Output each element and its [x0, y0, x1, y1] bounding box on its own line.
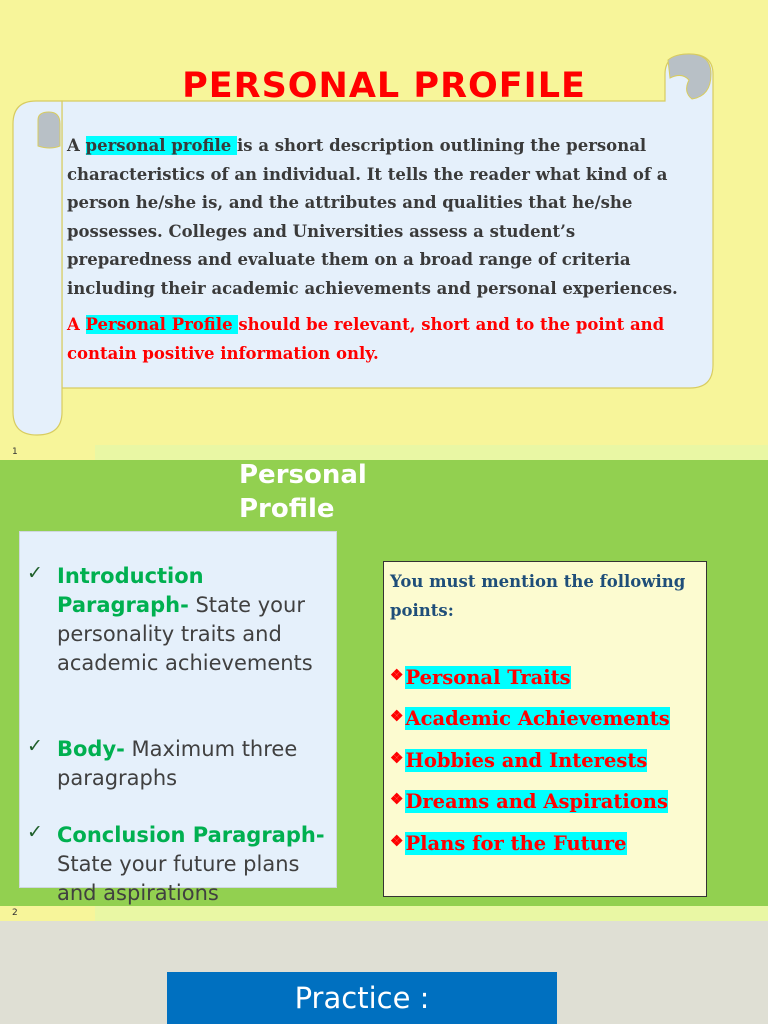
list-item: ❖ Dreams and Aspirations — [390, 790, 668, 813]
list-item: ❖ Personal Traits — [390, 666, 571, 689]
practice-banner — [167, 972, 557, 1024]
list-item: ❖ Academic Achievements — [390, 707, 670, 730]
list-item: ✓ Conclusion Paragraph- State your future plans and aspirations — [27, 821, 325, 905]
page-number: 1 — [0, 445, 95, 460]
slide-separator — [0, 906, 768, 921]
page-number: 2 — [0, 906, 95, 921]
slide-2 — [0, 460, 768, 906]
list-item: ❖ Plans for the Future — [390, 832, 627, 855]
list-item: ✓ Introduction Paragraph- State your personality traits and academic achievements — [27, 562, 313, 675]
scroll-text — [67, 132, 692, 368]
diamond-bullet-icon: ❖ — [390, 832, 404, 850]
diamond-bullet-icon: ❖ — [390, 749, 404, 767]
list-item: ❖ Hobbies and Interests — [390, 749, 648, 772]
highlighted-term: Personal Profile — [85, 315, 239, 334]
guideline-paragraph: A Personal Profile should be relevant, short and to the point and contain positive information only. — [67, 315, 665, 363]
points-box — [383, 561, 707, 897]
checkmark-icon: ✓ — [27, 735, 43, 757]
diamond-bullet-icon: ❖ — [390, 707, 404, 725]
checkmark-icon: ✓ — [27, 562, 43, 584]
slide-3 — [0, 921, 768, 1024]
highlighted-term: personal profile — [85, 136, 238, 155]
diamond-bullet-icon: ❖ — [390, 666, 404, 684]
slide-1 — [0, 0, 768, 445]
practice-title: Practice : — [294, 981, 430, 1015]
points-intro: You must mention the following points: — [390, 572, 686, 620]
definition-paragraph: A personal profile is a short description outlining the personal characteristics of an individual. It tells the reader what kind of a person he/she is, and the attributes and qualities that he/she possesses. Colleges and Universities assess a student’s preparedness and evaluate them on a broad range of criteria including their academic achievements and personal experiences. — [67, 136, 678, 298]
checkmark-icon: ✓ — [27, 821, 43, 843]
slide-separator — [0, 445, 768, 460]
page-title: PERSONAL PROFILE — [182, 66, 586, 106]
diamond-bullet-icon: ❖ — [390, 790, 404, 808]
structure-box — [19, 531, 337, 905]
list-item: ✓ Body- Maximum three paragraphs — [27, 735, 298, 790]
slide-title: Personal Profile — [239, 460, 367, 524]
